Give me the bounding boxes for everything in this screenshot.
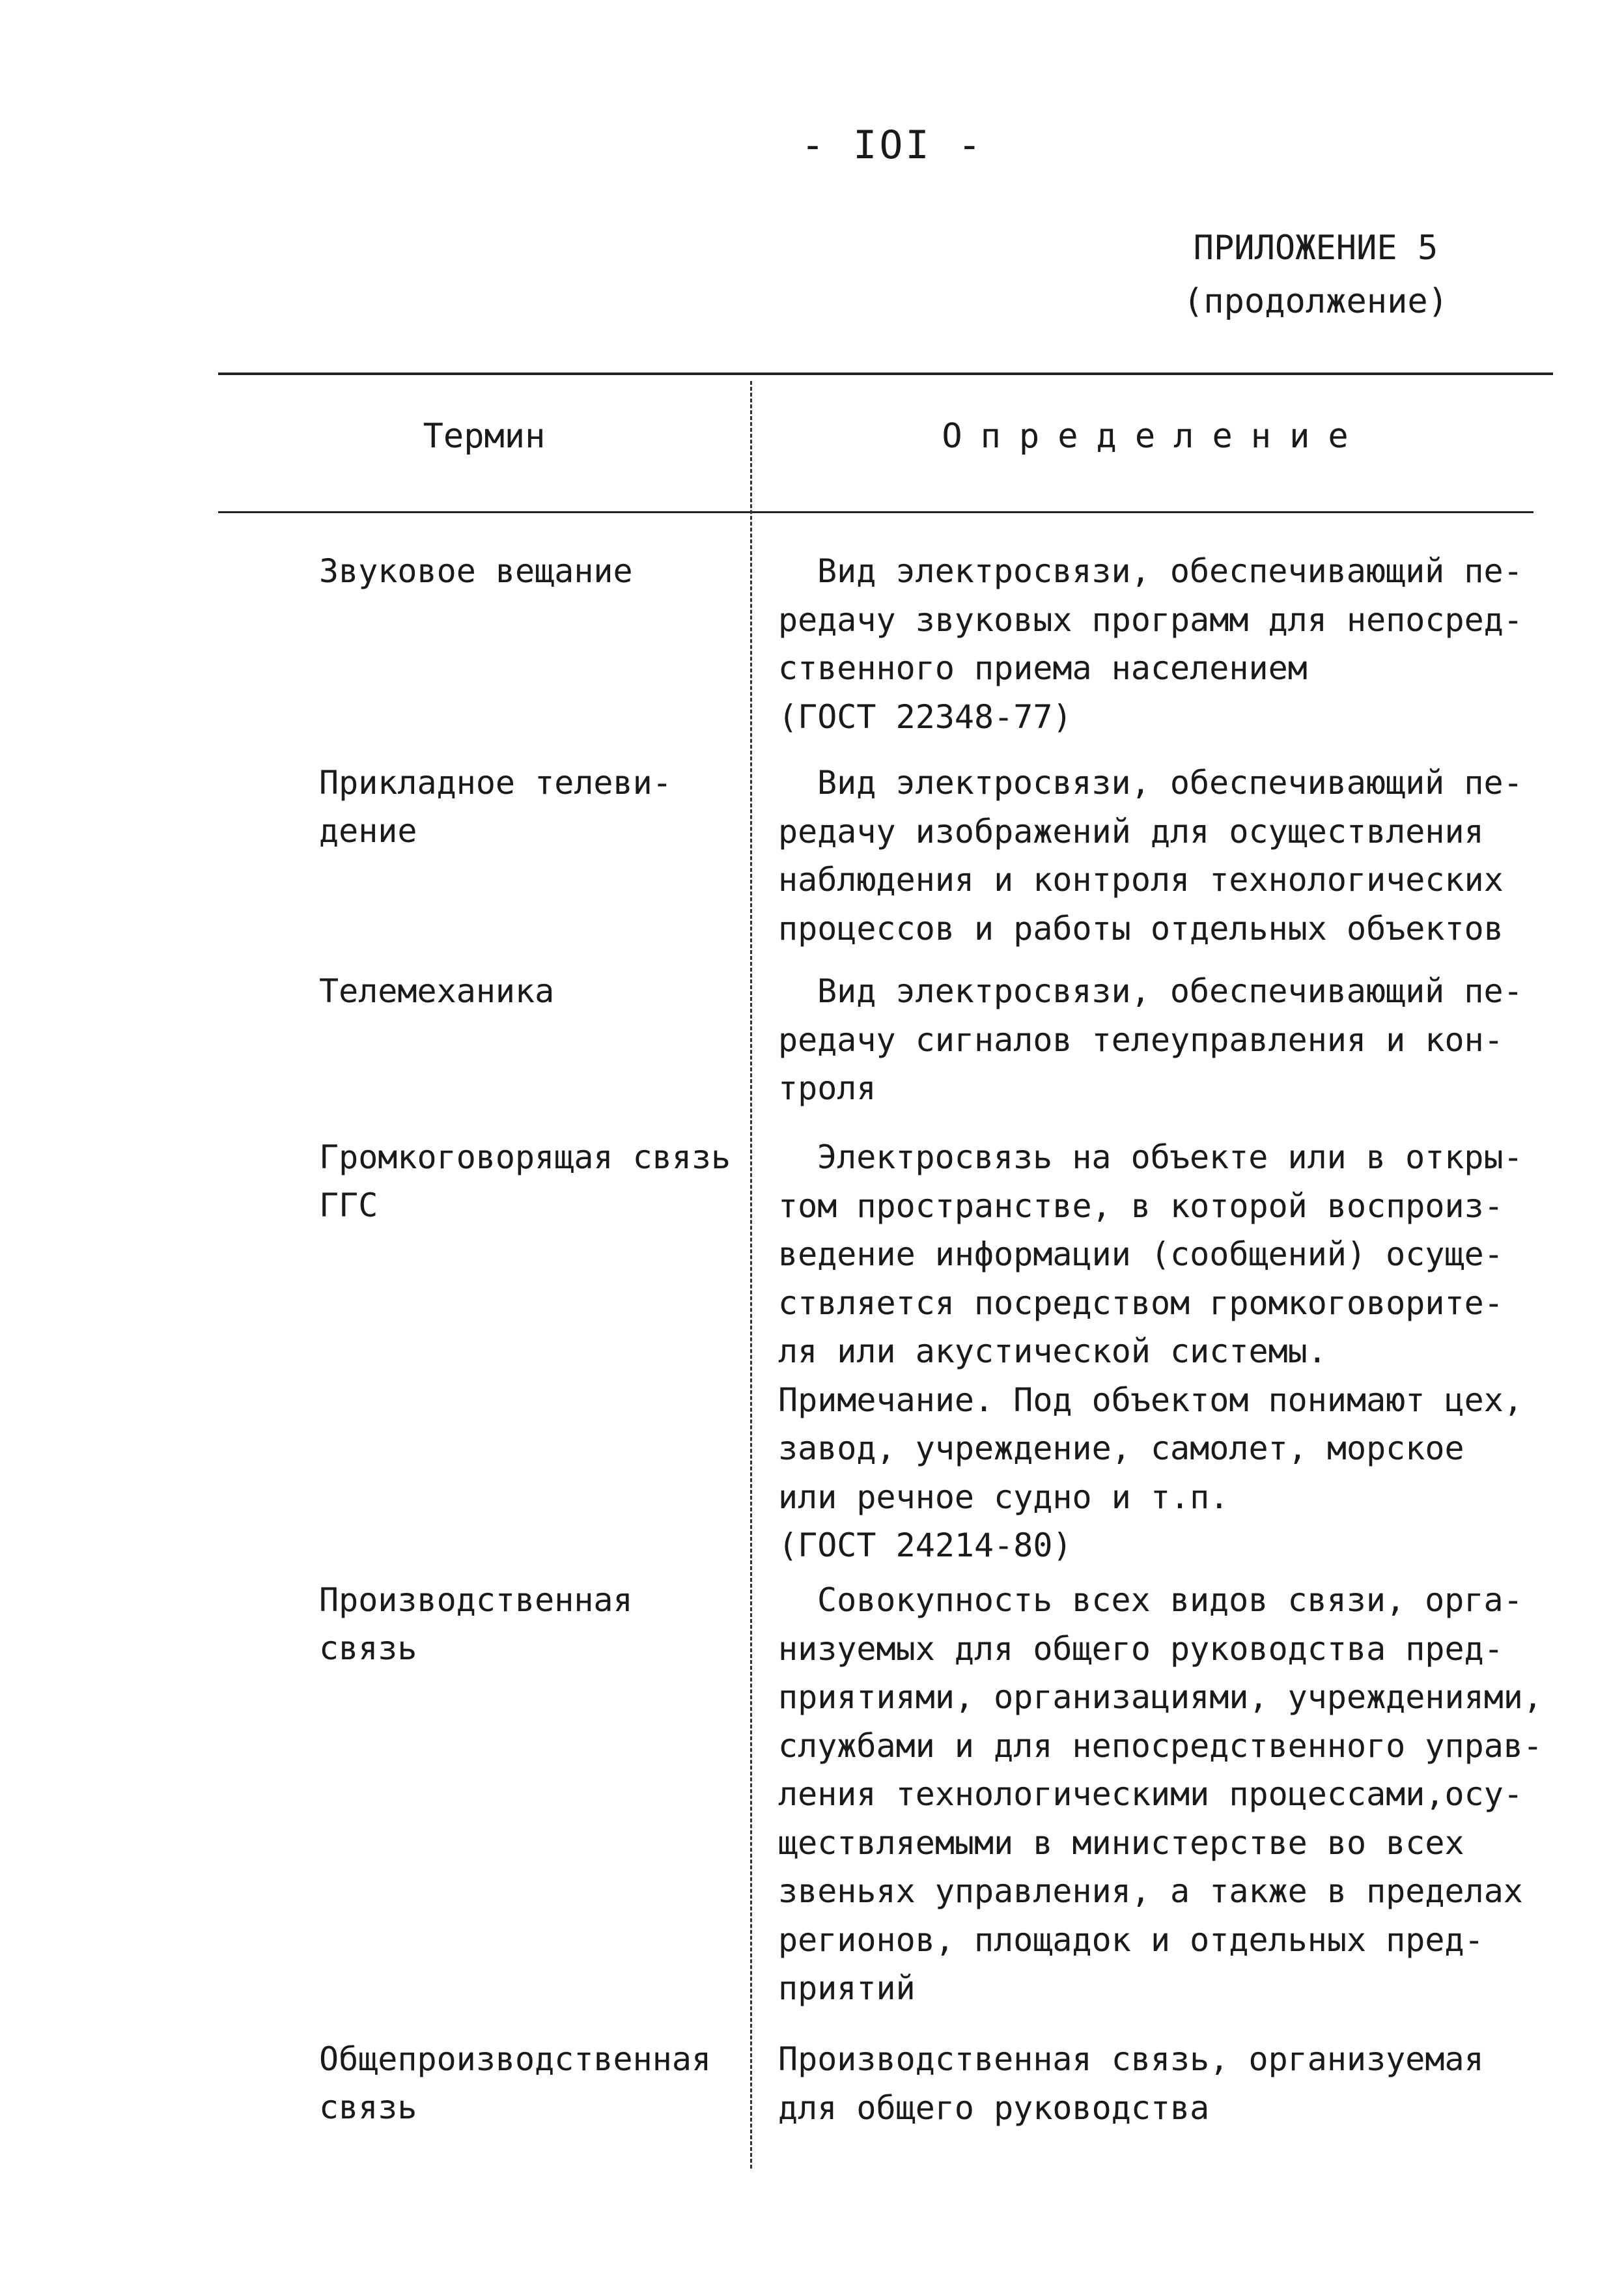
row-definition: Производственная связь, организуемая для общего руководства — [778, 2040, 1484, 2127]
page-number: - IOI - — [801, 122, 984, 168]
appendix-title: ПРИЛОЖЕНИЕ 5 — [1193, 229, 1438, 268]
row-definition: Электросвязь на объекте или в откры- том пространстве, в которой воспроиз- ведение информации (сообщений) осуще- ствляется посредством громкоговорите- ля или акустической системы. Примечание. Под объектом понимают цех, завод, учреждение, самолет, морское или речное судно и т.п. (ГОСТ 24214-80) — [778, 1138, 1523, 1564]
row-term: Громкоговорящая связь ГГС — [319, 1138, 731, 1224]
row-definition: Вид электросвязи, обеспечивающий пе- редачу сигналов телеуправления и кон- троля — [778, 972, 1523, 1107]
row-term: Телемеханика — [319, 972, 555, 1010]
header-definition: Определение — [942, 417, 1367, 456]
row-definition: Вид электросвязи, обеспечивающий пе- редачу звуковых программ для непосред- ственного приема населением (ГОСТ 22348-77) — [778, 552, 1523, 736]
row-term: Прикладное телеви- дение — [319, 764, 672, 850]
header-term: Термин — [423, 417, 546, 456]
row-term: Звуковое вещание — [319, 552, 633, 590]
row-term: Общепроизводственная связь — [319, 2040, 712, 2126]
row-term: Производственная связь — [319, 1581, 633, 1667]
appendix-subtitle: (продолжение) — [1183, 282, 1448, 321]
row-definition: Вид электросвязи, обеспечивающий пе- редачу изображений для осуществления наблюдения и контроля технологических процессов и работы отдельных объектов — [778, 764, 1523, 948]
row-definition: Совокупность всех видов связи, орга- низуемых для общего руководства пред- приятиями, организациями, учреждениями, службами и для непосредственного управ- ления технологическими процессами,осу- ществляемыми в министерстве во всех звеньях управления, а также в пределах регионов, площадок и отдельных пред- приятий — [778, 1581, 1543, 2007]
